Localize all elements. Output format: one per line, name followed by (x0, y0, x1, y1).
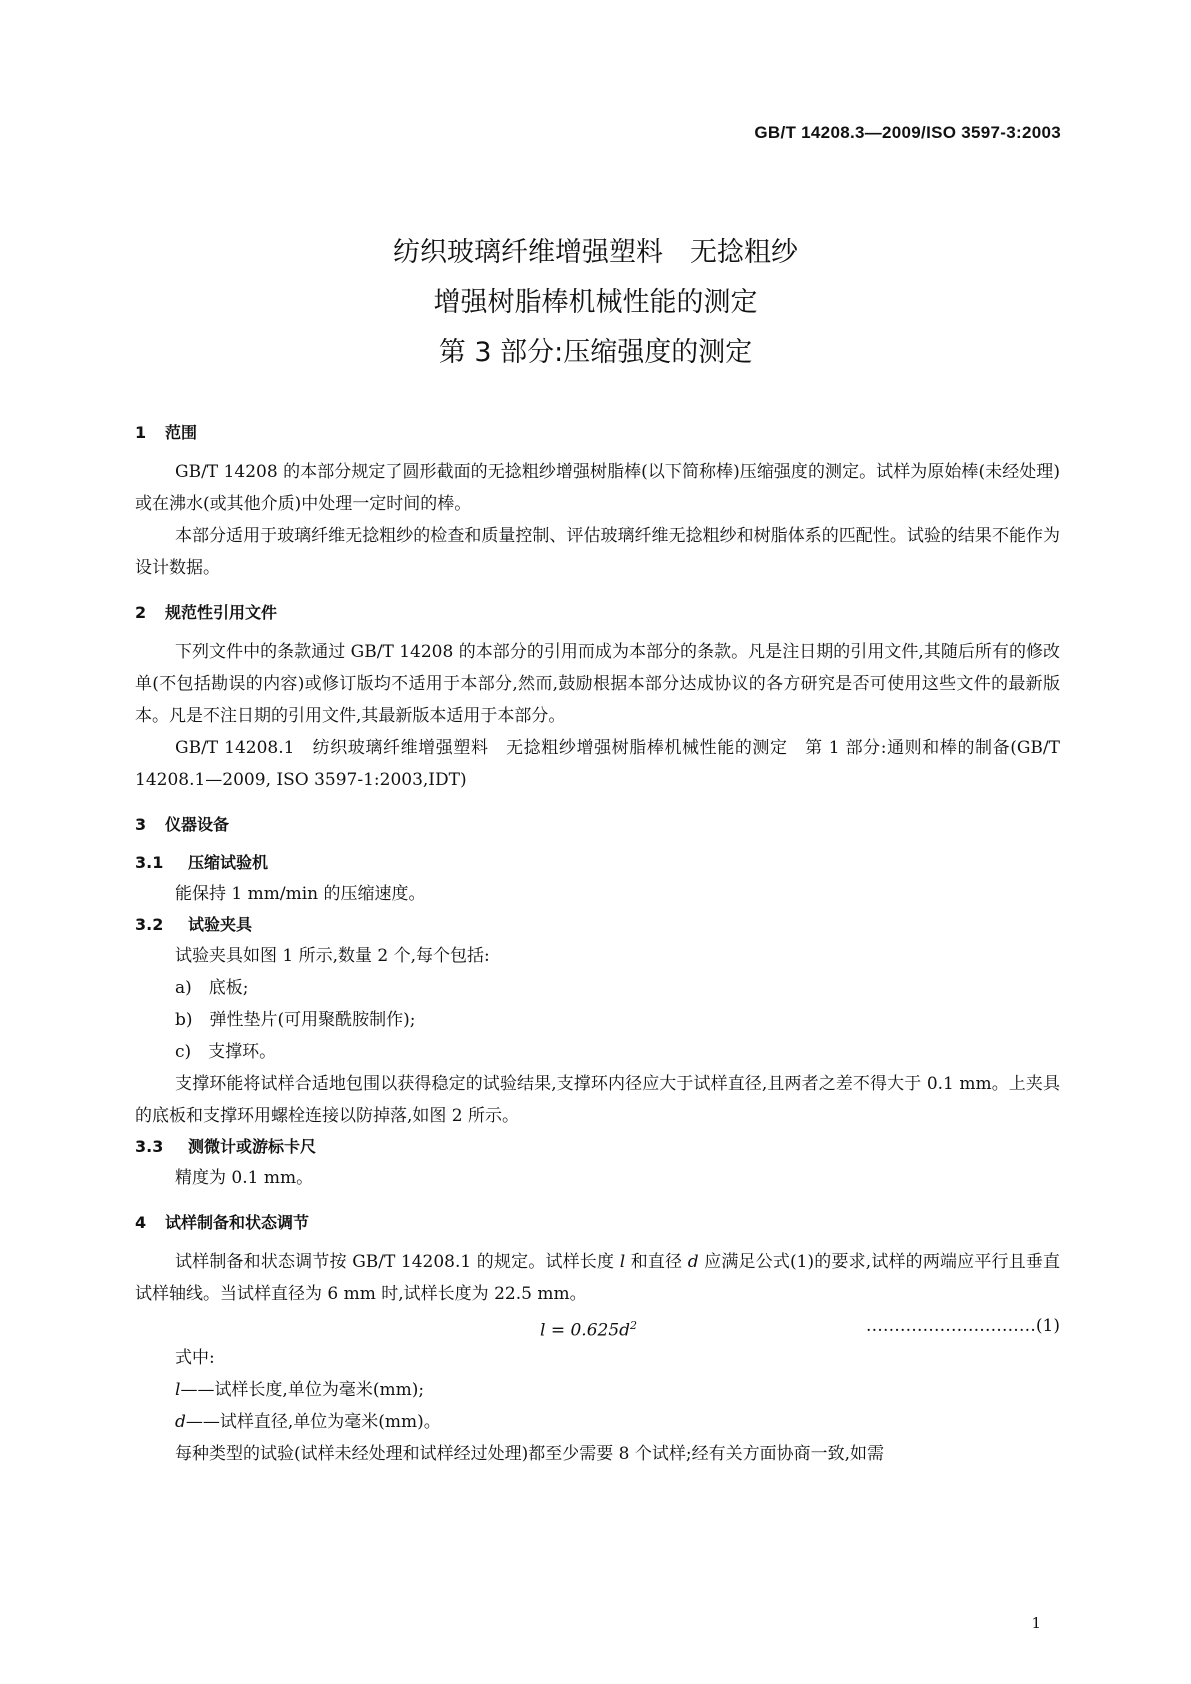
section-3-3-heading: 3.3 测微计或游标卡尺 (135, 1137, 317, 1156)
section-1-paragraph-1: GB/T 14208 的本部分规定了圆形截面的无捻粗纱增强树脂棒(以下简称棒)压缩强度的测定。试样为原始棒(未经处理)或在沸水(或其他介质)中处理一定时间的棒。 (135, 462, 1060, 514)
list-item: c) 支撑环。 (175, 1042, 277, 1062)
list-item: b) 弹性垫片(可用聚酰胺制作); (175, 1010, 416, 1030)
section-3-3-text: 精度为 0.1 mm。 (175, 1168, 314, 1188)
formula-number: …………………………(1) (865, 1316, 1060, 1336)
section-3-2-text: 支撑环能将试样合适地包围以获得稳定的试验结果,支撑环内径应大于试样直径,且两者之差不得大于 0.1 mm。上夹具的底板和支撑环用螺栓连接以防掉落,如图 2 所示。 (135, 1074, 1060, 1126)
variable-d-definition: d——试样直径,单位为毫米(mm)。 (175, 1412, 441, 1432)
title-line-1: 纺织玻璃纤维增强塑料 无捻粗纱 (393, 237, 798, 268)
document-body (135, 418, 1060, 1470)
formula-expression: $l = 0.625d^2$ (540, 1319, 638, 1341)
section-2-reference: GB/T 14208.1 纺织玻璃纤维增强塑料 无捻粗纱增强树脂棒机械性能的测定 第 1 部分:通则和棒的制备(GB/T 14208.1—2009, ISO 3597-1:2003,IDT) (135, 738, 1060, 790)
section-3-heading: 3 仪器设备 (135, 815, 230, 834)
section-2-paragraph-1: 下列文件中的条款通过 GB/T 14208 的本部分的引用而成为本部分的条款。凡是注日期的引用文件,其随后所有的修改单(不包括勘误的内容)或修订版均不适用于本部分,然而,鼓励根据本部分达成协议的各方研究是否可使用这些文件的最新版本。凡是不注日期的引用文件,其最新版本适用于本部分。 (135, 642, 1060, 726)
section-1-paragraph-2: 本部分适用于玻璃纤维无捻粗纱的检查和质量控制、评估玻璃纤维无捻粗纱和树脂体系的匹配性。试验的结果不能作为设计数据。 (135, 526, 1060, 578)
formula-1 (135, 1310, 1060, 1342)
section-4-heading: 4 试样制备和状态调节 (135, 1213, 310, 1232)
section-4-paragraph-2: 每种类型的试验(试样未经处理和试样经过处理)都至少需要 8 个试样;经有关方面协商一致,如需 (175, 1444, 885, 1464)
section-2-heading: 2 规范性引用文件 (135, 603, 278, 622)
section-4-paragraph-1: 试样制备和状态调节按 GB/T 14208.1 的规定。试样长度 l 和直径 d 应满足公式(1)的要求,试样的两端应平行且垂直试样轴线。当试样直径为 6 mm 时,试样长度为 22.5 mm。 (135, 1252, 1061, 1304)
section-3-2-intro: 试验夹具如图 1 所示,数量 2 个,每个包括: (175, 946, 490, 966)
formula-where: 式中: (175, 1348, 215, 1368)
section-3-2-heading: 3.2 试验夹具 (135, 915, 253, 934)
page-number: 1 (1031, 1614, 1041, 1632)
document-title (0, 228, 1191, 378)
variable-l-definition: l——试样长度,单位为毫米(mm); (175, 1380, 425, 1400)
section-1-heading: 1 范围 (135, 423, 198, 442)
list-item: a) 底板; (175, 978, 249, 998)
standard-number: GB/T 14208.3—2009/ISO 3597-3:2003 (754, 123, 1061, 142)
title-line-2: 增强树脂棒机械性能的测定 (433, 287, 758, 318)
title-line-3: 第 3 部分:压缩强度的测定 (438, 337, 753, 368)
section-3-1-text: 能保持 1 mm/min 的压缩速度。 (175, 884, 426, 904)
section-3-1-heading: 3.1 压缩试验机 (135, 853, 269, 872)
